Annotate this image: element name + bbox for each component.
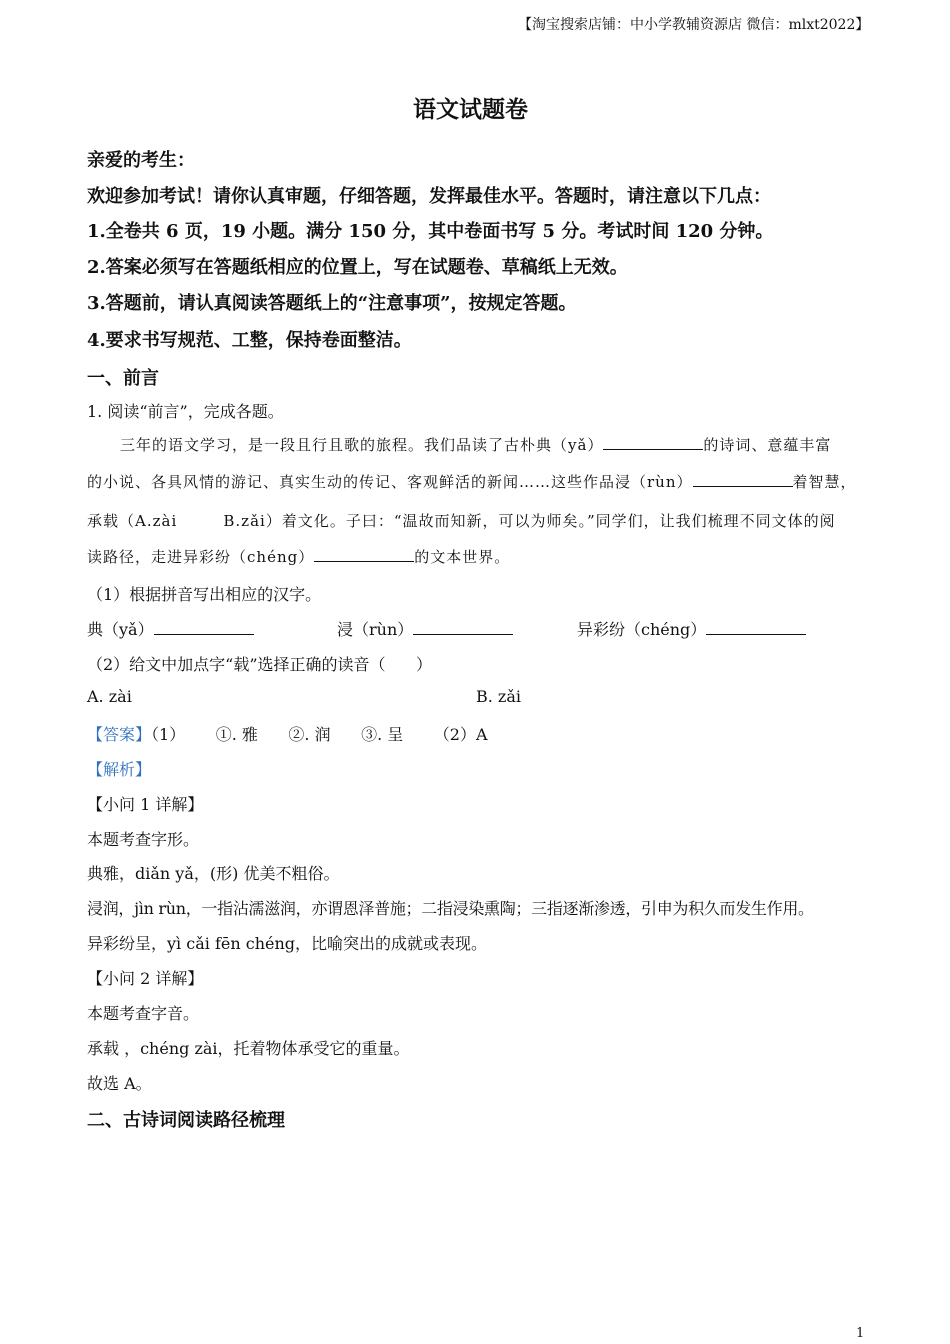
analysis-line: 承载 ，chéng zài，托着物体承受它的重量。 <box>87 1039 410 1058</box>
fill-item <box>577 617 806 640</box>
sub-question: （2）给文中加点字“载”选择正确的读音（ ） <box>87 655 433 674</box>
passage-text: 三年的语文学习，是一段且行且歌的旅程。我们品读了古朴典（yǎ） <box>120 436 604 454</box>
passage-text: 读路径，走进异彩纷（chéng） <box>87 548 315 566</box>
passage-line <box>87 471 857 492</box>
blank-line <box>154 620 254 635</box>
passage-text: 的诗词、意蕴丰富 <box>703 436 832 454</box>
rule-item: 4.要求书写规范、工整，保持卷面整洁。 <box>87 330 412 351</box>
answer-content: （1） ①. 雅 ②. 润 ③. 呈 （2）A <box>151 725 488 744</box>
analysis-line: 故选 A。 <box>87 1074 152 1093</box>
rule-item: 1.全卷共 6 页，19 小题。满分 150 分，其中卷面书写 5 分。考试时间 120 分钟。 <box>87 221 774 242</box>
answer-label: 【答案】 <box>87 725 152 744</box>
passage-line <box>120 434 831 455</box>
page-title: 语文试题卷 <box>413 96 528 123</box>
fill-item <box>87 617 254 640</box>
analysis-line: 本题考查字音。 <box>87 1004 200 1023</box>
fill-label: 异彩纷（chéng） <box>577 620 707 639</box>
blank-line <box>413 620 513 635</box>
sub-question: （1）根据拼音写出相应的汉字。 <box>87 585 322 604</box>
passage-text: 的文本世界。 <box>414 548 511 566</box>
section-heading: 一、前言 <box>87 368 159 389</box>
passage-text: 的小说、各具风情的游记、真实生动的传记、客观鲜活的新闻……这些作品浸（rùn） <box>87 473 693 491</box>
blank-line <box>603 435 703 450</box>
greeting: 亲爱的考生： <box>87 150 195 171</box>
fill-item <box>337 617 513 640</box>
analysis-label: 【解析】 <box>87 760 152 779</box>
passage-text: 着智慧， <box>792 473 857 491</box>
page-number: 1 <box>856 1326 865 1341</box>
analysis-line: 异彩纷呈，yì cǎi fēn chéng，比喻突出的成就或表现。 <box>87 934 488 953</box>
blank-line <box>314 547 414 562</box>
fill-label: 浸（rùn） <box>337 620 414 639</box>
welcome-text: 欢迎参加考试！请你认真审题，仔细答题，发挥最佳水平。答题时，请注意以下几点： <box>87 186 771 207</box>
blank-line <box>693 472 793 487</box>
passage-line: 承载（A.zài B.zǎi）着文化。子曰：“温故而知新，可以为师矣。”同学们，让我们梳理不同文体的阅 <box>87 512 836 530</box>
answer-line <box>87 722 488 745</box>
analysis-line: 本题考查字形。 <box>87 830 200 849</box>
analysis-line: 浸润，jìn rùn，一指沾濡滋润，亦谓恩泽普施；二指浸染熏陶；三指逐渐渗透，引申为积久而发生作用。 <box>87 899 814 918</box>
analysis-line: 典雅，diǎn yǎ，(形) 优美不粗俗。 <box>87 864 340 883</box>
blank-line <box>706 620 806 635</box>
rule-item: 2.答案必须写在答题纸相应的位置上，写在试题卷、草稿纸上无效。 <box>87 257 628 278</box>
passage-line <box>87 546 510 567</box>
analysis-line: 【小问 2 详解】 <box>87 969 204 988</box>
rule-item: 3.答题前，请认真阅读答题纸上的“注意事项”，按规定答题。 <box>87 293 577 314</box>
option-a: A. zài <box>87 687 132 706</box>
option-b: B. zǎi <box>476 687 522 706</box>
question-stem: 1. 阅读“前言”，完成各题。 <box>87 402 284 421</box>
header-note: 【淘宝搜索店铺：中小学教辅资源店 微信：mlxt2022】 <box>518 17 870 33</box>
analysis-line: 【小问 1 详解】 <box>87 795 204 814</box>
section-heading: 二、古诗词阅读路径梳理 <box>87 1110 285 1131</box>
fill-label: 典（yǎ） <box>87 620 154 639</box>
